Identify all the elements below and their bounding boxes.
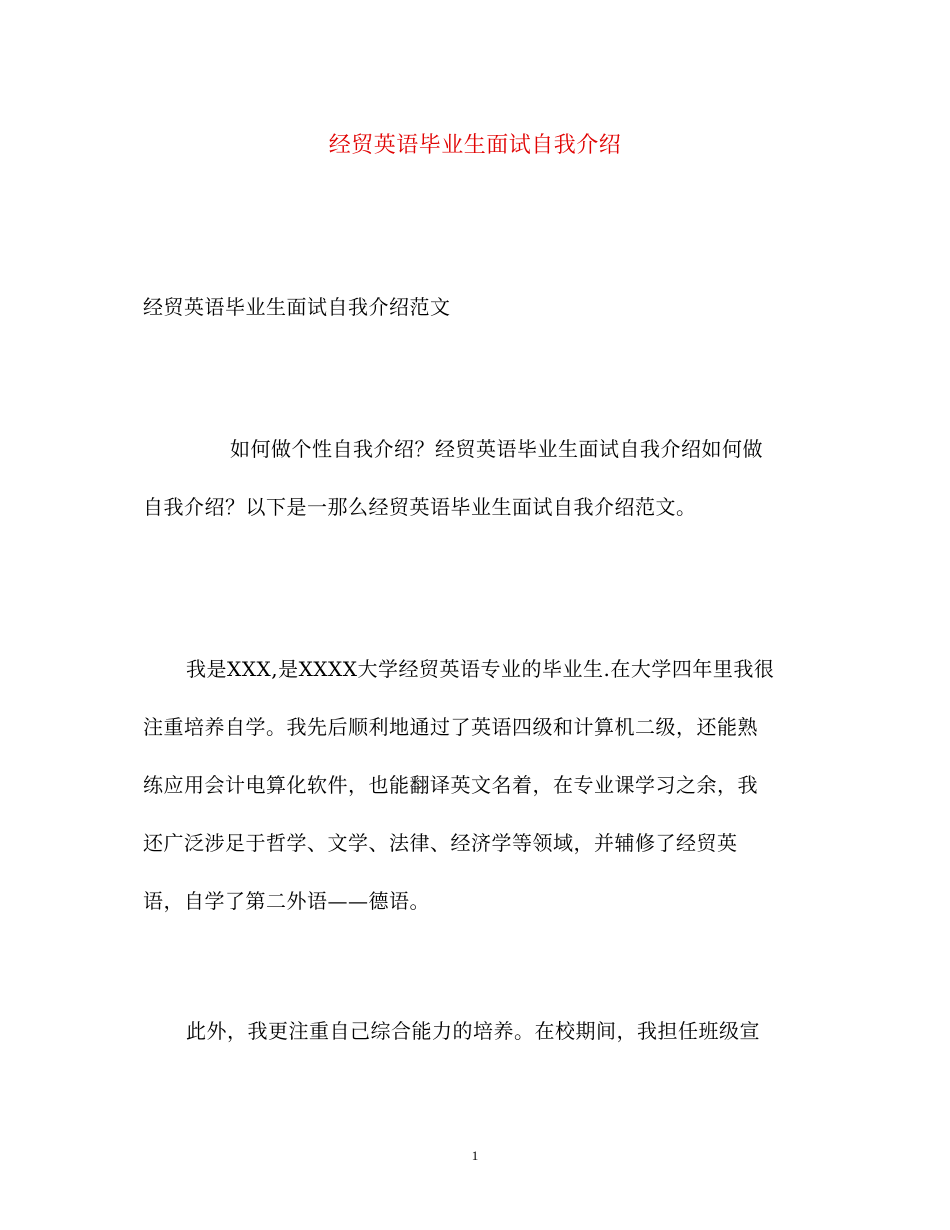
paragraph-line: 注重培养自学。我先后顺利地通过了英语四级和计算机二级，还能熟 <box>143 715 758 739</box>
paragraph-line: 此外，我更注重自己综合能力的培养。在校期间，我担任班级宣 <box>186 1019 760 1043</box>
page-number: 1 <box>471 1148 479 1163</box>
document-subtitle: 经贸英语毕业生面试自我介绍范文 <box>143 295 451 319</box>
paragraph-line: 如何做个性自我介绍？经贸英语毕业生面试自我介绍如何做 <box>230 437 763 461</box>
document-title: 经贸英语毕业生面试自我介绍 <box>328 133 622 158</box>
paragraph-abilities <box>143 1002 800 1060</box>
paragraph-line: 还广泛涉足于哲学、文学、法律、经济学等领域，并辅修了经贸英 <box>143 831 738 855</box>
paragraph-self-introduction <box>143 640 800 930</box>
paragraph-line: 我是XXX,是XXXX大学经贸英语专业的毕业生.在大学四年里我很 <box>186 657 775 681</box>
paragraph-line: 语，自学了第二外语——德语。 <box>143 889 430 913</box>
paragraph-line: 自我介绍？以下是一那么经贸英语毕业生面试自我介绍范文。 <box>143 495 697 519</box>
paragraph-line: 练应用会计电算化软件，也能翻译英文名着，在专业课学习之余，我 <box>143 773 758 797</box>
paragraph-intro <box>143 420 800 536</box>
